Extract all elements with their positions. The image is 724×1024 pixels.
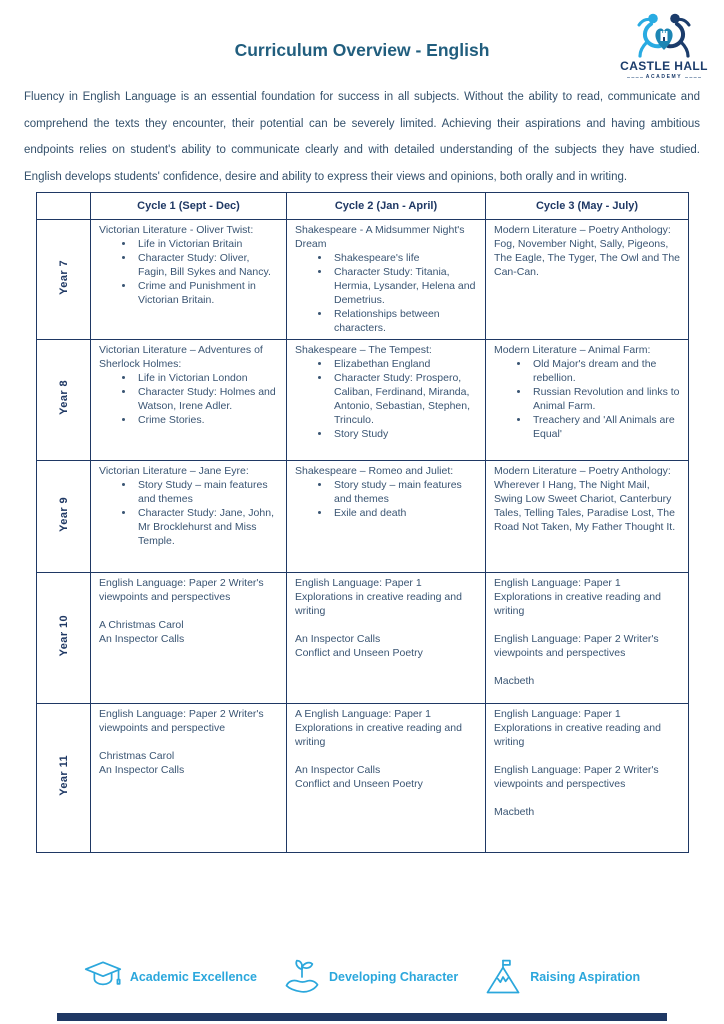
- cell-bullet-item: • Life in Victorian Britain: [135, 237, 278, 251]
- cell-bullet-item: • Crime Stories.: [135, 413, 278, 427]
- curriculum-cell: [486, 461, 689, 573]
- value-developing-character: [283, 958, 458, 996]
- curriculum-table: [36, 192, 689, 853]
- value-academic-excellence: [84, 958, 257, 996]
- cell-bullet-item: • Story Study: [331, 427, 477, 441]
- cell-bullet-item: • Treachery and 'All Animals are Equal': [530, 413, 680, 441]
- year-label: Year 7: [57, 259, 70, 295]
- value-raising-aspiration: [484, 958, 640, 996]
- curriculum-cell: [287, 220, 486, 340]
- cell-text-line: English Language: Paper 2 Writer's viewpoints and perspectives: [99, 577, 264, 603]
- cell-intro-text: Shakespeare – Romeo and Juliet:: [295, 465, 454, 477]
- curriculum-cell: [486, 220, 689, 340]
- curriculum-cell: [486, 704, 689, 853]
- cell-text-line: An Inspector Calls: [295, 764, 381, 776]
- cell-intro-text: Modern Literature – Animal Farm:: [494, 344, 651, 356]
- col-header-cycle-1: Cycle 1 (Sept - Dec): [91, 193, 287, 220]
- cell-bullet-list: [295, 478, 477, 520]
- footer-label: Academic Excellence: [129, 970, 257, 984]
- cell-text-line: Conflict and Unseen Poetry: [295, 778, 423, 790]
- curriculum-cell: [91, 340, 287, 461]
- year-label: Year 8: [57, 380, 70, 415]
- year-label-cell: [37, 704, 91, 853]
- cell-text-line: Christmas Carol: [99, 750, 175, 762]
- cell-bullet-item: • Exile and death: [331, 506, 477, 520]
- logo-subtitle-text: ACADEMY: [645, 74, 683, 80]
- cell-text-line: An Inspector Calls: [99, 764, 185, 776]
- cell-bullet-list: [99, 371, 278, 427]
- cell-intro-text: Victorian Literature – Jane Eyre:: [99, 465, 249, 477]
- curriculum-cell: [486, 340, 689, 461]
- table-row: [37, 340, 689, 461]
- cell-text-line: Macbeth: [494, 806, 535, 818]
- curriculum-cell: [287, 704, 486, 853]
- year-label: Year 9: [57, 496, 70, 532]
- year-label-cell: [37, 220, 91, 340]
- table-header-row: [37, 193, 689, 220]
- cell-bullet-list: [99, 237, 278, 307]
- footer-label: Raising Aspiration: [530, 970, 641, 984]
- cell-text-line: [99, 735, 278, 749]
- footer-label: Developing Character: [328, 970, 459, 984]
- cell-intro-text: Victorian Literature - Oliver Twist:: [99, 224, 254, 236]
- cell-bullet-item: • Shakespeare's life: [331, 251, 477, 265]
- cell-text-line: [295, 618, 477, 632]
- cell-text-line: English Language: Paper 2 Writer's viewpoints and perspective: [99, 708, 264, 734]
- cell-text-line: English Language: Paper 1 Explorations in creative reading and writing: [494, 708, 661, 748]
- year-label: Year 11: [57, 755, 70, 796]
- cell-bullet-list: [295, 251, 477, 335]
- logo-dash-left: [627, 77, 643, 78]
- graduation-cap-icon: [84, 958, 122, 996]
- logo-name: CASTLE HALL: [620, 59, 708, 73]
- cell-text-line: English Language: Paper 1 Explorations in creative reading and writing: [494, 577, 661, 617]
- cell-bullet-item: • Character Study: Jane, John, Mr Brocklehurst and Miss Temple.: [135, 506, 278, 548]
- cell-text-line: A English Language: Paper 1 Explorations in creative reading and writing: [295, 708, 462, 748]
- cell-bullet-item: • Crime and Punishment in Victorian Britain.: [135, 279, 278, 307]
- values-footer: [0, 958, 724, 996]
- curriculum-cell: [287, 340, 486, 461]
- cell-text-line: Macbeth: [494, 675, 535, 687]
- hand-seedling-icon: [283, 958, 321, 996]
- year-label-cell: [37, 573, 91, 704]
- cell-intro-text: Victorian Literature – Adventures of Sherlock Holmes:: [99, 344, 263, 370]
- table-row: [37, 704, 689, 853]
- cell-bullet-item: • Elizabethan England: [331, 357, 477, 371]
- cell-bullet-item: • Relationships between characters.: [331, 307, 477, 335]
- table-row: [37, 573, 689, 704]
- cell-bullet-item: • Story Study – main features and themes: [135, 478, 278, 506]
- year-label-cell: [37, 461, 91, 573]
- logo-subtitle: [612, 74, 716, 80]
- cell-text-line: [494, 618, 680, 632]
- cell-intro-text: Shakespeare – The Tempest:: [295, 344, 432, 356]
- page-title: Curriculum Overview - English: [234, 40, 490, 60]
- cell-bullet-item: • Character Study: Oliver, Fagin, Bill Sykes and Nancy.: [135, 251, 278, 279]
- logo-dash-right: [685, 77, 701, 78]
- curriculum-cell: [91, 573, 287, 704]
- cell-text-line: An Inspector Calls: [295, 633, 381, 645]
- table-row: [37, 461, 689, 573]
- cell-bullet-list: [99, 478, 278, 548]
- curriculum-cell: [91, 220, 287, 340]
- cell-bullet-list: [494, 357, 680, 441]
- cell-intro-text: Modern Literature – Poetry Anthology: Fog, November Night, Sally, Pigeons, The Eagle, The Tyger, The Owl and The Can-Can.: [494, 224, 681, 278]
- cell-text-line: English Language: Paper 2 Writer's viewpoints and perspectives: [494, 764, 659, 790]
- cell-bullet-item: • Old Major's dream and the rebellion.: [530, 357, 680, 385]
- cell-bullet-item: • Character Study: Titania, Hermia, Lysander, Helena and Demetrius.: [331, 265, 477, 307]
- cell-bullet-item: • Russian Revolution and links to Animal Farm.: [530, 385, 680, 413]
- cell-text-line: An Inspector Calls: [99, 633, 185, 645]
- corner-cell: [37, 193, 91, 220]
- curriculum-cell: [287, 573, 486, 704]
- mountain-flag-icon: [484, 958, 522, 996]
- year-label-cell: [37, 340, 91, 461]
- curriculum-cell: [287, 461, 486, 573]
- cell-bullet-item: • Life in Victorian London: [135, 371, 278, 385]
- cell-text-line: [494, 749, 680, 763]
- intro-paragraph: Fluency in English Language is an essential foundation for success in all subjects. Without the ability to read, communicate and comprehend the texts they encounter, their potential can be severely limited. Achieving their aspirations and having ambitious endpoints relies on student's ability to communicate clearly and with detailed understanding of the subjects they have studied. English develops students' confidence, desire and ability to express their views and opinions, both orally and in writing.: [24, 91, 700, 183]
- cell-text-line: A Christmas Carol: [99, 619, 184, 631]
- cell-intro-text: Modern Literature – Poetry Anthology: Wherever I Hang, The Night Mail, Swing Low Sweet Chariot, Canterbury Tales, Telling Tales, Paradise Lost, The Road Not Taken, My Father Thought It.: [494, 465, 676, 533]
- cell-text-line: English Language: Paper 1 Explorations in creative reading and writing: [295, 577, 462, 617]
- cell-intro-text: Shakespeare - A Midsummer Night's Dream: [295, 224, 465, 250]
- cell-bullet-item: • Character Study: Prospero, Caliban, Ferdinand, Miranda, Antonio, Sebastian, Stephen, Trinculo.: [331, 371, 477, 427]
- cell-bullet-item: • Character Study: Holmes and Watson, Irene Adler.: [135, 385, 278, 413]
- bottom-bar: [57, 1013, 667, 1021]
- cell-bullet-item: • Story study – main features and themes: [331, 478, 477, 506]
- cell-text-line: [99, 604, 278, 618]
- table-row: [37, 220, 689, 340]
- cell-text-line: [295, 749, 477, 763]
- cell-text-line: [494, 660, 680, 674]
- cell-text-line: English Language: Paper 2 Writer's viewpoints and perspectives: [494, 633, 659, 659]
- curriculum-cell: [91, 704, 287, 853]
- col-header-cycle-3: Cycle 3 (May - July): [486, 193, 689, 220]
- cell-text-line: Conflict and Unseen Poetry: [295, 647, 423, 659]
- year-label: Year 10: [57, 614, 70, 657]
- cell-bullet-list: [295, 357, 477, 441]
- col-header-cycle-2: Cycle 2 (Jan - April): [287, 193, 486, 220]
- curriculum-cell: [486, 573, 689, 704]
- curriculum-cell: [91, 461, 287, 573]
- cell-text-line: [494, 791, 680, 805]
